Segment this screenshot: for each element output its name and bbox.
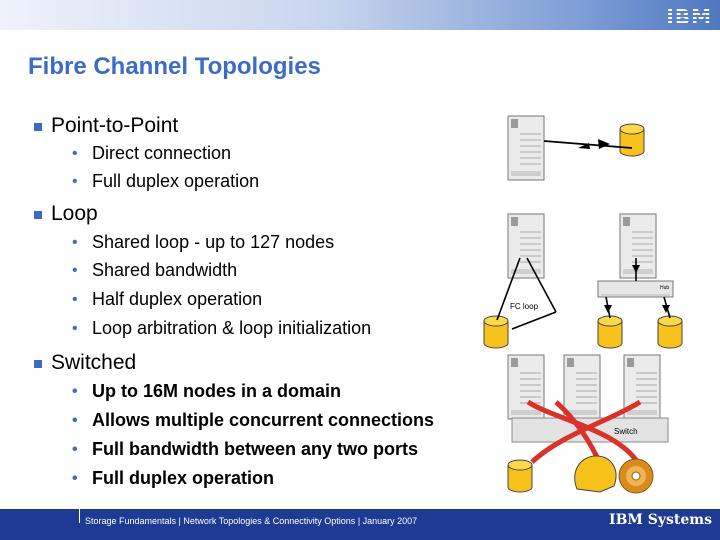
list-item-text: Up to 16M nodes in a domain bbox=[92, 381, 342, 401]
bullet-dot-icon: • bbox=[72, 319, 78, 337]
bullet-dot-icon: • bbox=[72, 382, 78, 400]
page-title: Fibre Channel Topologies bbox=[28, 53, 321, 80]
list-item-text: Loop arbitration & loop initialization bbox=[92, 318, 372, 338]
disk-icon bbox=[598, 316, 622, 348]
loop-line bbox=[512, 312, 556, 329]
arrow-head-icon bbox=[598, 139, 610, 149]
footer-divider bbox=[79, 509, 80, 523]
ibm-systems-logo: IBM Systems bbox=[609, 512, 712, 528]
server-icon bbox=[508, 214, 544, 278]
switched-diagram bbox=[508, 355, 668, 493]
list-item-text: Shared loop - up to 127 nodes bbox=[92, 232, 335, 252]
optical-disc-icon bbox=[619, 459, 653, 493]
disk-icon bbox=[658, 316, 682, 348]
bullet-dot-icon: • bbox=[72, 411, 78, 429]
loop-diagram bbox=[484, 214, 682, 348]
disk-icon bbox=[484, 316, 508, 348]
footer-text: Storage Fundamentals | Network Topologies & Connectivity Options | January 2007 bbox=[85, 516, 418, 526]
disk-icon bbox=[508, 460, 532, 492]
ibm-logo: IBM bbox=[666, 5, 712, 29]
fc-loop-label: FC loop bbox=[510, 302, 539, 311]
bullet-dot-icon: • bbox=[72, 233, 78, 251]
list-item-text: Full duplex operation bbox=[92, 171, 260, 191]
bullet-dot-icon: • bbox=[72, 144, 78, 162]
list-item-text: Half duplex operation bbox=[92, 289, 263, 309]
server-icon bbox=[564, 355, 600, 419]
bullet-dot-icon: • bbox=[72, 172, 78, 190]
bullet-dot-icon: • bbox=[72, 261, 78, 279]
list-item-text: Allows multiple concurrent connections bbox=[92, 410, 435, 430]
disk-icon bbox=[620, 124, 644, 156]
switch-label: Switch bbox=[614, 427, 638, 436]
list-item-text: Full bandwidth between any two ports bbox=[92, 439, 419, 459]
list-item-text: Direct connection bbox=[92, 143, 232, 163]
hub-label: Hub bbox=[660, 285, 670, 291]
section-heading: Switched bbox=[51, 351, 137, 374]
bullet-dot-icon: • bbox=[72, 440, 78, 458]
section-heading: Point-to-Point bbox=[51, 114, 179, 137]
bullet-dot-icon: • bbox=[72, 290, 78, 308]
section-heading: Loop bbox=[51, 202, 98, 225]
tape-icon bbox=[575, 456, 616, 492]
list-item-text: Shared bandwidth bbox=[92, 260, 238, 280]
server-icon bbox=[508, 116, 544, 180]
bullet-dot-icon: • bbox=[72, 469, 78, 487]
point-to-point-diagram bbox=[508, 116, 644, 180]
list-item-text: Full duplex operation bbox=[92, 468, 275, 488]
